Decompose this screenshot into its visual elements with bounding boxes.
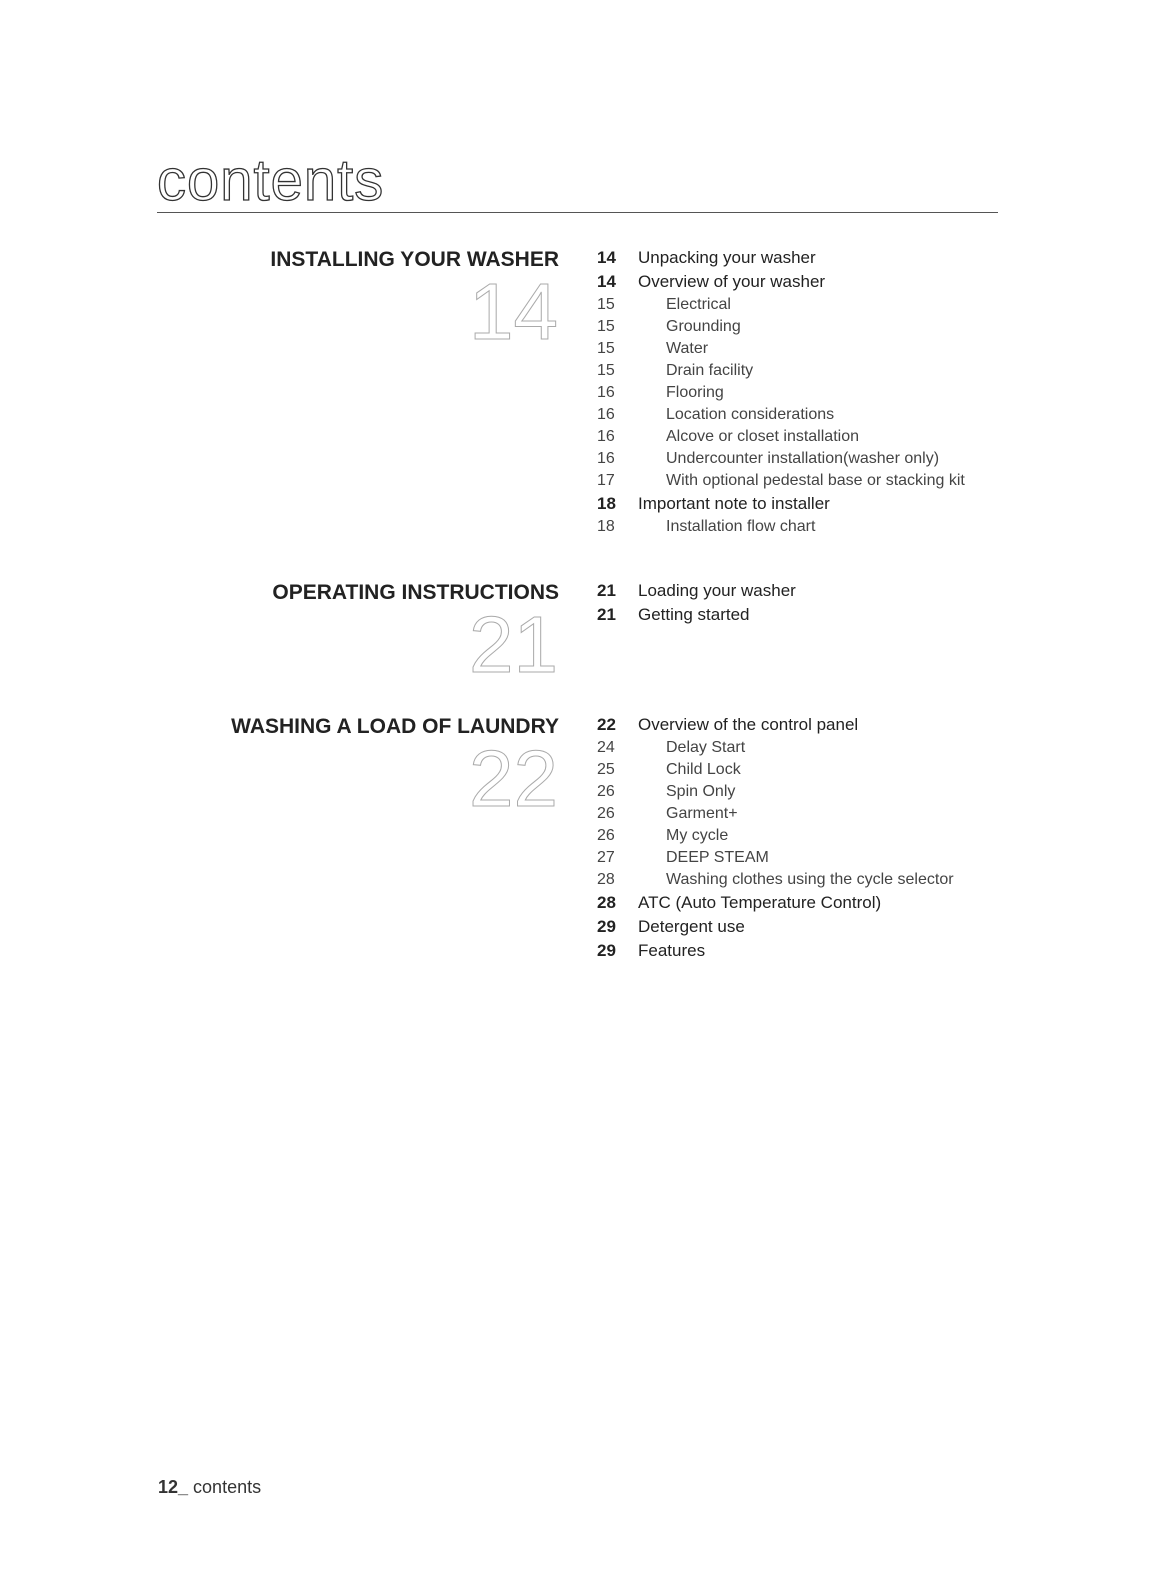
toc-entry [597, 340, 965, 362]
toc-page-number: 27 [597, 849, 615, 866]
toc-page-number: 14 [597, 272, 616, 291]
toc-entry [597, 715, 954, 739]
toc-entry-label: Loading your washer [638, 581, 796, 600]
toc-entry [597, 783, 954, 805]
toc-page-number: 16 [597, 406, 615, 423]
toc-entry [597, 296, 965, 318]
toc-entry-label: Overview of your washer [638, 272, 826, 291]
section-page-number: 21 [469, 600, 558, 689]
toc-page-number: 26 [597, 827, 615, 844]
toc-page-number: 14 [597, 248, 616, 267]
toc-entry [597, 893, 954, 917]
toc-entry-label: Drain facility [666, 362, 754, 379]
toc-entry-label: Spin Only [666, 783, 736, 800]
toc-page-number: 15 [597, 362, 615, 379]
toc-entry [597, 917, 954, 941]
toc-entry-label: Getting started [638, 605, 750, 624]
toc-entry [597, 581, 796, 605]
toc-entry-label: Alcove or closet installation [666, 428, 859, 445]
toc-page-number: 16 [597, 450, 615, 467]
toc-entry [597, 450, 965, 472]
toc-entry [597, 248, 965, 272]
toc-entry-label: Water [666, 340, 709, 357]
toc-entry [597, 871, 954, 893]
toc-page-number: 28 [597, 893, 616, 912]
toc-page-number: 25 [597, 761, 615, 778]
toc-entry-label: Garment+ [666, 805, 738, 822]
toc-page-number: 21 [597, 605, 616, 624]
toc-page-number: 16 [597, 428, 615, 445]
toc-entry-label: Installation flow chart [666, 518, 816, 535]
toc-entry-label: Electrical [666, 296, 731, 313]
toc-entry-label: Grounding [666, 318, 741, 335]
toc-list [597, 581, 796, 629]
toc-page-number: 15 [597, 340, 615, 357]
toc-page-number: 18 [597, 518, 615, 535]
toc-list [597, 248, 965, 540]
toc-entry [597, 739, 954, 761]
toc-page-number: 26 [597, 805, 615, 822]
toc-entry-label: Location considerations [666, 406, 835, 423]
toc-entry [597, 472, 965, 494]
toc-entry [597, 406, 965, 428]
section-page-number: 14 [469, 267, 558, 356]
toc-page-number: 29 [597, 917, 616, 936]
toc-list [597, 715, 954, 965]
toc-entry-label: ATC (Auto Temperature Control) [638, 893, 882, 912]
toc-entry [597, 272, 965, 296]
toc-entry [597, 318, 965, 340]
section-heading: OPERATING INSTRUCTIONS [272, 581, 559, 604]
toc-entry-label: Flooring [666, 384, 724, 401]
page-footer [158, 1477, 261, 1498]
toc-page-number: 26 [597, 783, 615, 800]
toc-entry-label: Unpacking your washer [638, 248, 816, 267]
toc-page-number: 28 [597, 871, 615, 888]
toc-entry-label: Features [638, 941, 706, 960]
toc-entry [597, 362, 965, 384]
section-heading: INSTALLING YOUR WASHER [270, 248, 559, 271]
toc-page-number: 21 [597, 581, 616, 600]
toc-entry-label: Washing clothes using the cycle selector [666, 871, 954, 888]
footer-label: contents [188, 1477, 262, 1497]
toc-entry-label: Undercounter installation(washer only) [666, 450, 940, 467]
footer-page-number: 12_ [158, 1477, 189, 1497]
toc-entry [597, 805, 954, 827]
toc-entry-label: My cycle [666, 827, 729, 844]
toc-entry [597, 941, 954, 965]
toc-entry [597, 605, 796, 629]
toc-entry [597, 494, 965, 518]
title-divider [157, 212, 998, 213]
toc-page-number: 29 [597, 941, 616, 960]
toc-entry-label: Detergent use [638, 917, 745, 936]
toc-page-number: 17 [597, 472, 615, 489]
toc-entry-label: With optional pedestal base or stacking kit [666, 472, 965, 489]
toc-entry-label: Overview of the control panel [638, 715, 859, 734]
toc-entry [597, 518, 965, 540]
toc-entry [597, 761, 954, 783]
toc-entry [597, 384, 965, 406]
page-title: contents [157, 148, 385, 213]
toc-page-number: 15 [597, 318, 615, 335]
toc-entry-label: DEEP STEAM [666, 849, 769, 866]
section-page-number: 22 [469, 734, 558, 823]
toc-page-number: 24 [597, 739, 615, 756]
toc-entry [597, 849, 954, 871]
toc-entry [597, 428, 965, 450]
section-heading: WASHING A LOAD OF LAUNDRY [231, 715, 559, 738]
toc-page-number: 22 [597, 715, 616, 734]
toc-page-number: 16 [597, 384, 615, 401]
toc-page-number: 15 [597, 296, 615, 313]
toc-page-number: 18 [597, 494, 616, 513]
toc-entry-label: Delay Start [666, 739, 746, 756]
toc-entry [597, 827, 954, 849]
toc-entry-label: Important note to installer [638, 494, 830, 513]
toc-entry-label: Child Lock [666, 761, 741, 778]
